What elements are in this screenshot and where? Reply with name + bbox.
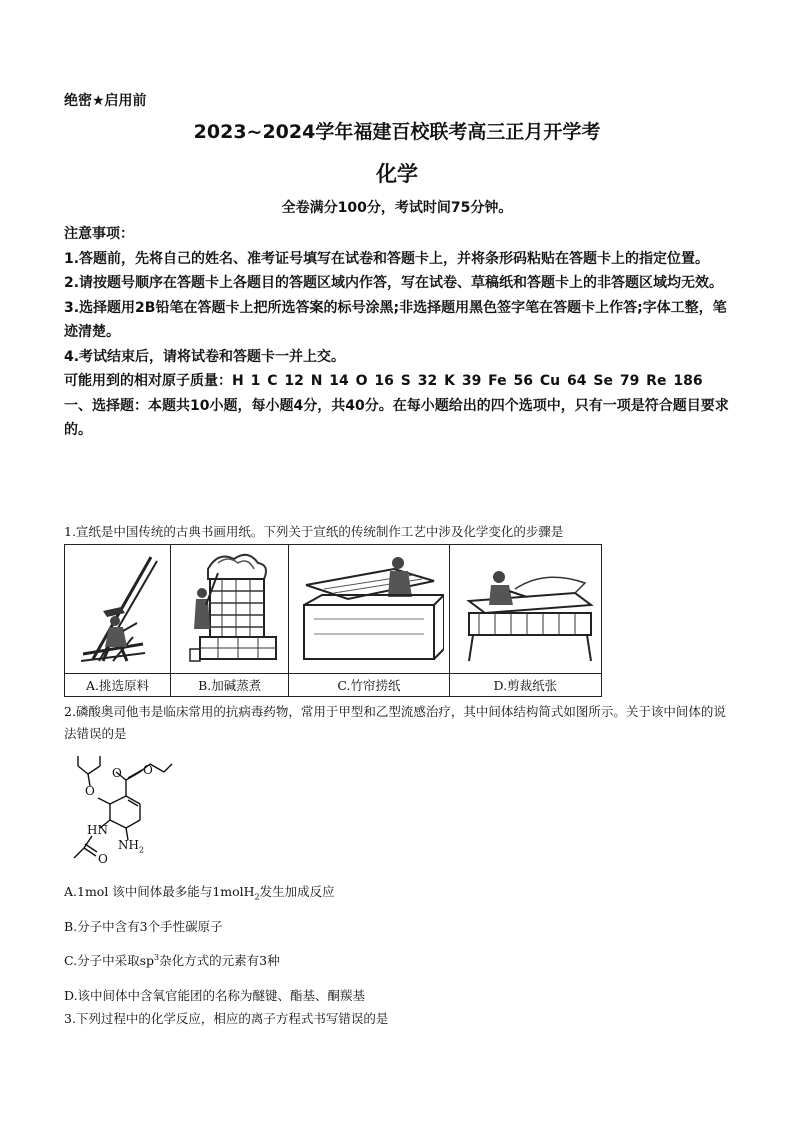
q1-option-c: C.竹帘捞纸 <box>289 674 449 697</box>
notes-block <box>64 222 730 443</box>
note-item-4: 4.考试结束后，请将试卷和答题卡一并上交。 <box>64 348 346 365</box>
subject-title: 化学 <box>376 162 418 186</box>
q1-image-b <box>171 545 289 674</box>
paper-cutting-illustration <box>455 549 595 669</box>
bamboo-screen-paper-making-illustration <box>294 549 444 669</box>
structure-carbonyl-oxygen: O <box>143 763 153 777</box>
structure-nh2-label: $NH_2$ <box>118 838 145 855</box>
note-item-3: 3.选择题用2B铅笔在答题卡上把所选答案的标号涂黑;非选择题用黑色签字笔在答题卡上作答;字体工整，笔迹清楚。 <box>64 299 727 340</box>
q3-stem: 3.下列过程中的化学反应，相应的离子方程式书写错误的是 <box>64 1011 389 1026</box>
notes-heading: 注意事项： <box>64 226 134 242</box>
q1-option-a: A.挑选原料 <box>65 674 171 697</box>
q1-option-d: D.剪裁纸张 <box>449 674 601 697</box>
structure-ether-oxygen: O <box>85 784 95 798</box>
secret-mark: 绝密★启用前 <box>64 93 147 109</box>
q2-option-b: B.分子中含有3个手性碳原子 <box>64 919 223 934</box>
q2-option-a: A.1mol 该中间体最多能与1molH$_2$发生加成反应 <box>64 884 335 902</box>
note-item-2: 2.请按题号顺序在答题卡上各题目的答题区域内作答，写在试卷、草稿纸和答题卡上的非答题区域均无效。 <box>64 275 724 291</box>
structure-nh-label: HN <box>87 823 108 837</box>
q2-stem: 2.磷酸奥司他韦是临床常用的抗病毒药物，常用于甲型和乙型流感治疗，其中间体结构简式如图所示。关于该中间体的说法错误的是 <box>64 704 726 741</box>
q1-image-c <box>289 545 449 674</box>
q2-option-d: D.该中间体中含氧官能团的名称为醚键、酯基、酮羰基 <box>64 988 366 1003</box>
section1-heading: 一、选择题：本题共10小题，每小题4分，共40分。在每小题给出的四个选项中，只有一项是符合题目要求的。 <box>64 397 729 438</box>
note-item-1: 1.答题前，先将自己的姓名、准考证号填写在试卷和答题卡上，并将条形码粘贴在答题卡上的指定位置。 <box>64 250 710 267</box>
exam-title: 2023~2024学年福建百校联考高三正月开学考 <box>193 121 601 143</box>
score-info: 全卷满分100分，考试时间75分钟。 <box>281 200 513 216</box>
q1-image-a <box>65 545 171 674</box>
material-sorting-illustration <box>73 549 163 669</box>
q1-figure-table <box>64 544 602 697</box>
structure-amide-oxygen: O <box>98 852 108 866</box>
q1-image-d <box>449 545 601 674</box>
q1-option-b: B.加碱蒸煮 <box>171 674 289 697</box>
structure-ester-oxygen: O <box>112 766 122 780</box>
alkali-boiling-illustration <box>178 549 282 669</box>
q2-option-c: C.分子中采取$sp^3$杂化方式的元素有3种 <box>64 952 280 968</box>
atomic-masses: 可能用到的相对原子质量：H 1 C 12 N 14 O 16 S 32 K 39 Fe 56 Cu 64 Se 79 Re 186 <box>64 373 703 389</box>
q1-stem: 1.宣纸是中国传统的古典书画用纸。下列关于宣纸的传统制作工艺中涉及化学变化的步骤是 <box>64 524 564 539</box>
